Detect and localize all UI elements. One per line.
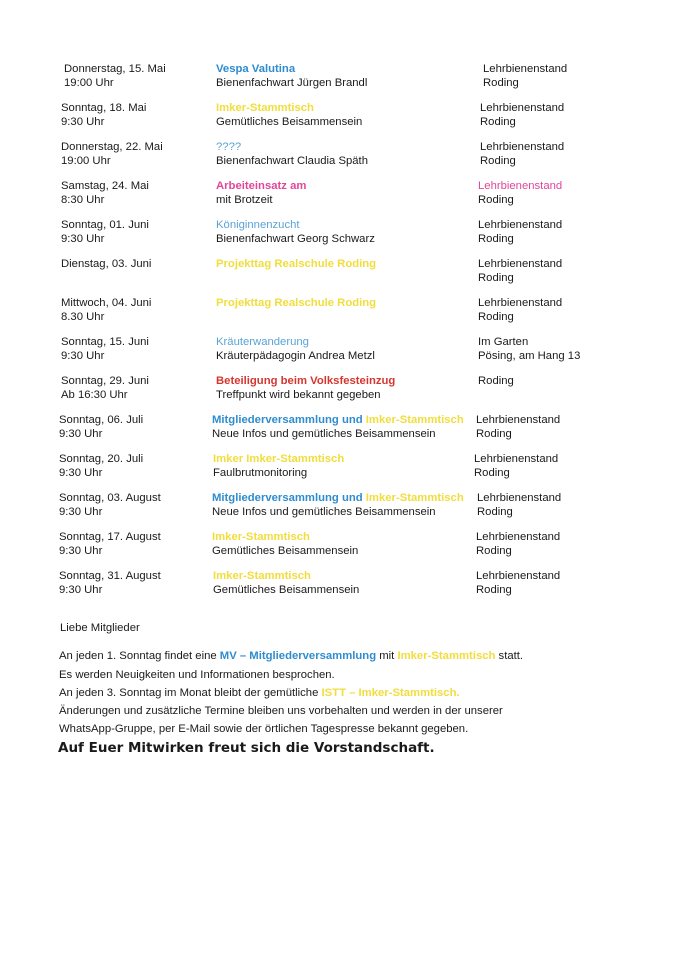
event-row — [0, 336, 683, 372]
event-date: Sonntag, 29. Juni — [61, 375, 149, 387]
event-location-town: Roding — [477, 505, 513, 518]
event-info-col — [216, 141, 368, 168]
event-location: Lehrbienenstand — [474, 453, 559, 465]
event-date: Sonntag, 03. August — [59, 492, 161, 504]
event-location-col — [480, 141, 564, 168]
event-location-town: Roding — [483, 76, 519, 89]
event-detail: Bienenfachwart Jürgen Brandl — [216, 76, 368, 89]
event-location: Lehrbienenstand — [480, 102, 565, 114]
event-row — [0, 414, 683, 450]
event-location-col — [478, 375, 514, 389]
note-text: An jeden 1. Sonntag findet eine — [59, 650, 220, 662]
event-title-line — [213, 570, 359, 584]
event-info-col — [216, 297, 376, 311]
event-title-line — [216, 63, 367, 77]
event-detail: Gemütliches Beisammensein — [216, 115, 363, 128]
event-row — [0, 531, 683, 567]
event-date: Sonntag, 20. Juli — [59, 453, 144, 465]
event-date: Donnerstag, 22. Mai — [61, 141, 163, 153]
event-location-col — [476, 570, 560, 597]
event-time: 9:30 Uhr — [59, 427, 103, 440]
event-title-line — [212, 531, 358, 545]
event-time: 9:30 Uhr — [59, 583, 103, 596]
event-time: 8:30 Uhr — [61, 193, 105, 206]
event-title-line — [216, 258, 376, 272]
event-time: 9:30 Uhr — [59, 466, 103, 479]
event-row — [0, 219, 683, 255]
event-location-col — [477, 492, 561, 519]
event-location: Lehrbienenstand — [476, 414, 561, 426]
event-title: Beteiligung beim Volksfesteinzug — [216, 375, 396, 387]
event-title: Imker-Stammtisch — [213, 570, 311, 582]
event-time: 19:00 Uhr — [64, 76, 114, 89]
event-detail: Kräuterpädagogin Andrea Metzl — [216, 349, 375, 362]
event-title-extra: Imker-Stammtisch — [365, 414, 464, 426]
event-time: 9:30 Uhr — [61, 349, 105, 362]
event-info-col — [212, 531, 358, 558]
event-detail: Neue Infos und gemütliches Beisammensein — [212, 427, 436, 440]
event-location-town: Roding — [476, 427, 512, 440]
event-title: Imker Imker-Stammtisch — [213, 453, 345, 465]
event-date-col — [59, 570, 161, 597]
event-title-line — [216, 141, 368, 155]
event-location-col — [478, 297, 562, 324]
event-date-col — [64, 63, 166, 90]
note-text: An jeden 3. Sonntag im Monat bleibt der gemütliche — [59, 687, 322, 699]
event-title-line — [212, 492, 464, 506]
event-title: Mitgliederversammlung und — [212, 414, 366, 426]
event-title: Königinnenzucht — [216, 219, 300, 231]
event-time: Ab 16:30 Uhr — [61, 388, 128, 401]
event-time: 9:30 Uhr — [61, 232, 105, 245]
event-row — [0, 63, 683, 99]
event-time: 9:30 Uhr — [59, 505, 103, 518]
event-time: 9:30 Uhr — [59, 544, 103, 557]
event-title-line — [216, 375, 395, 389]
note-line-1 — [59, 650, 523, 662]
event-location-col — [476, 414, 560, 441]
event-date-col — [59, 414, 143, 441]
event-time: 9:30 Uhr — [61, 115, 105, 128]
event-date: Mittwoch, 04. Juni — [61, 297, 152, 309]
event-date-col — [61, 102, 146, 129]
event-date-col — [61, 141, 163, 168]
note-text: statt. — [495, 650, 524, 662]
event-info-col — [212, 492, 464, 519]
event-title-extra: Imker-Stammtisch — [365, 492, 464, 504]
event-info-col — [216, 258, 376, 272]
note-line-5: WhatsApp-Gruppe, per E-Mail sowie der örtlichen Tagespresse bekannt gegeben. — [59, 723, 469, 735]
event-title: Vespa Valutina — [216, 63, 296, 75]
event-location: Lehrbienenstand — [483, 63, 568, 75]
event-detail: mit Brotzeit — [216, 193, 273, 206]
event-location-col — [474, 453, 558, 480]
event-time: 19:00 Uhr — [61, 154, 111, 167]
event-title: Kräuterwanderung — [216, 336, 309, 348]
event-location-town: Pösing, am Hang 13 — [478, 349, 581, 362]
event-location: Lehrbienenstand — [478, 297, 563, 309]
event-info-col — [213, 570, 359, 597]
event-location: Lehrbienenstand — [477, 492, 562, 504]
event-title: Projekttag Realschule Roding — [216, 297, 377, 309]
event-info-col — [213, 453, 344, 480]
event-date: Donnerstag, 15. Mai — [64, 63, 166, 75]
event-time: 8.30 Uhr — [61, 310, 105, 323]
note-highlight-stammtisch: Imker-Stammtisch — [397, 650, 496, 662]
event-info-col — [216, 63, 367, 90]
event-title-line — [216, 297, 376, 311]
event-location: Lehrbienenstand — [476, 531, 561, 543]
event-info-col — [212, 414, 464, 441]
event-date: Sonntag, 01. Juni — [61, 219, 149, 231]
note-highlight-mv: MV – Mitgliederversammlung — [219, 650, 377, 662]
event-date-col — [61, 375, 149, 402]
event-title-line — [216, 180, 306, 194]
event-location: Lehrbienenstand — [480, 141, 565, 153]
note-line-3 — [59, 687, 460, 699]
event-title: Imker-Stammtisch — [212, 531, 310, 543]
note-highlight-istt: ISTT – Imker-Stammtisch. — [321, 687, 460, 699]
event-location-town: Roding — [474, 466, 510, 479]
event-info-col — [216, 336, 375, 363]
note-line-4: Änderungen und zusätzliche Termine bleiben uns vorbehalten und werden in der unserer — [59, 705, 503, 717]
event-info-col — [216, 219, 375, 246]
event-location: Lehrbienenstand — [478, 219, 563, 231]
event-date-col — [61, 219, 149, 246]
event-date: Samstag, 24. Mai — [61, 180, 149, 192]
event-info-col — [216, 375, 395, 402]
event-title: ???? — [216, 141, 242, 153]
event-location-col — [476, 531, 560, 558]
event-detail: Gemütliches Beisammensein — [212, 544, 359, 557]
note-text: mit — [376, 650, 398, 662]
event-date-col — [61, 180, 149, 207]
event-title: Projekttag Realschule Roding — [216, 258, 377, 270]
event-location-town: Roding — [478, 271, 514, 284]
event-date: Sonntag, 06. Juli — [59, 414, 144, 426]
event-location-col — [478, 180, 562, 207]
event-date-col — [61, 336, 149, 363]
event-location-town: Roding — [480, 154, 516, 167]
event-title-line — [216, 102, 362, 116]
event-row — [0, 453, 683, 489]
event-row — [0, 297, 683, 333]
event-title: Imker-Stammtisch — [216, 102, 314, 114]
event-row — [0, 180, 683, 216]
event-title-line — [216, 336, 375, 350]
note-line-2: Es werden Neuigkeiten und Informationen besprochen. — [59, 669, 335, 681]
event-date-col — [61, 258, 151, 272]
event-location: Lehrbienenstand — [476, 570, 561, 582]
event-date: Sonntag, 17. August — [59, 531, 161, 543]
event-date-col — [59, 453, 143, 480]
event-location-town: Roding — [476, 544, 512, 557]
event-detail: Treffpunkt wird bekannt gegeben — [216, 388, 381, 401]
event-row — [0, 102, 683, 138]
event-location-town: Roding — [480, 115, 516, 128]
event-row — [0, 141, 683, 177]
event-location: Im Garten — [478, 336, 529, 348]
event-location: Roding — [478, 375, 514, 387]
event-title: Mitgliederversammlung und — [212, 492, 366, 504]
event-detail: Bienenfachwart Georg Schwarz — [216, 232, 375, 245]
event-info-col — [216, 102, 362, 129]
event-location-col — [480, 102, 564, 129]
event-date-col — [59, 531, 161, 558]
event-date: Sonntag, 15. Juni — [61, 336, 149, 348]
greeting: Liebe Mitglieder — [60, 622, 140, 634]
event-date: Sonntag, 31. August — [59, 570, 161, 582]
event-location-town: Roding — [478, 193, 514, 206]
event-title-line — [213, 453, 344, 467]
event-title: Arbeiteinsatz am — [216, 180, 307, 192]
event-date: Sonntag, 18. Mai — [61, 102, 147, 114]
event-location-col — [483, 63, 567, 90]
event-location-town: Roding — [478, 310, 514, 323]
event-location: Lehrbienenstand — [478, 180, 563, 192]
event-row — [0, 375, 683, 411]
event-location-town: Roding — [476, 583, 512, 596]
event-detail: Bienenfachwart Claudia Späth — [216, 154, 368, 167]
event-date-col — [61, 297, 151, 324]
event-title-line — [216, 219, 375, 233]
event-location-col — [478, 336, 580, 363]
event-detail: Neue Infos und gemütliches Beisammensein — [212, 505, 436, 518]
event-location-town: Roding — [478, 232, 514, 245]
event-row — [0, 258, 683, 294]
event-title-line — [212, 414, 464, 428]
event-detail: Faulbrutmonitoring — [213, 466, 308, 479]
event-info-col — [216, 180, 306, 207]
event-date-col — [59, 492, 161, 519]
event-detail: Gemütliches Beisammensein — [213, 583, 360, 596]
event-location: Lehrbienenstand — [478, 258, 563, 270]
closing-line: Auf Euer Mitwirken freut sich die Vorstandschaft. — [58, 740, 435, 756]
event-row — [0, 492, 683, 528]
event-row — [0, 570, 683, 606]
event-location-col — [478, 258, 562, 285]
event-location-col — [478, 219, 562, 246]
event-date: Dienstag, 03. Juni — [61, 258, 152, 270]
